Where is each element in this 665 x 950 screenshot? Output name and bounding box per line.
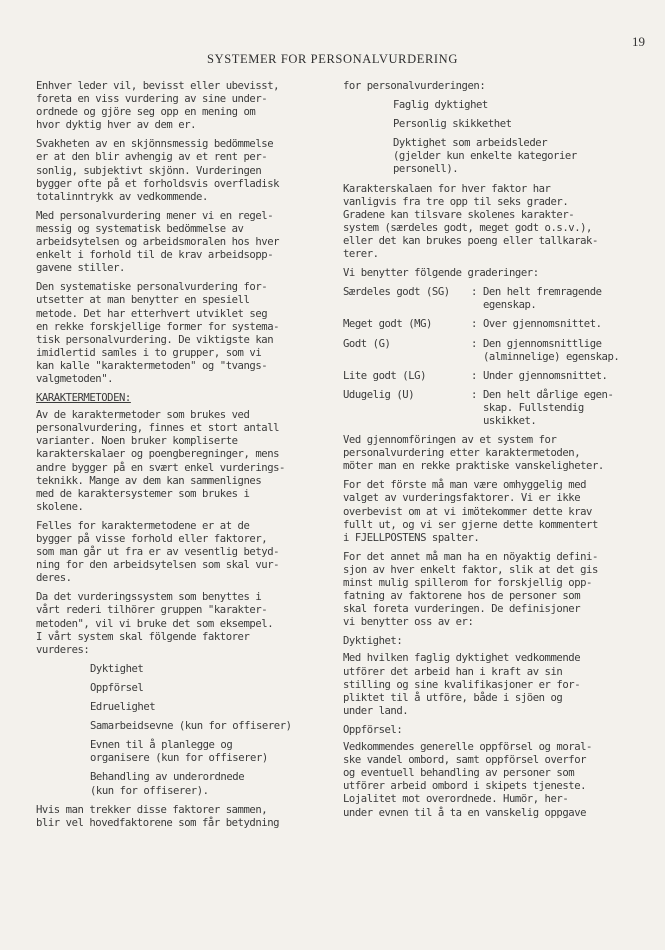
grade-description: Over gjennomsnittet. — [483, 318, 602, 331]
page-title: SYSTEMER FOR PERSONALVURDERING — [207, 52, 458, 66]
paragraph: Med hvilken faglig dyktighet vedkommende utförer det arbeid han i kraft av sin stilling og sine kvalifikasjoner er for- pliktet til å utföre, både i sjöen og under land. — [343, 652, 581, 717]
paragraph: For det förste må man være omhyggelig med valget av vurderingsfaktorer. Vi er ikke overbevist om at vi imötekommer dette krav fullt ut, og vi ser gjerne dette kommentert i FJELLPOSTENS spalter. — [343, 479, 598, 544]
main-factor-list — [343, 99, 643, 176]
main-factor-item: Dyktighet som arbeidsleder (gjelder kun enkelte kategorier personell). — [393, 137, 577, 176]
grade-separator: : — [471, 369, 477, 382]
paragraph: Karakterskalaen for hver faktor har vanligvis fra tre opp til seks grader. Gradene kan tilsvare skolenes karakter- system (særdeles godt, meget godt o.s.v.), eller det kan brukes poeng eller tallkarak- terer. — [343, 182, 598, 261]
grade-description: Den helt dårlige egen- skap. Fullstendig uskikket. — [483, 388, 614, 427]
factor-item: Behandling av underordnede (kun for offiserer). — [90, 771, 245, 797]
paragraph: for personalvurderingen: — [343, 80, 486, 92]
grade-row — [343, 318, 643, 331]
factor-item: Dyktighet — [90, 662, 144, 675]
subheading-oppforsel: Oppförsel: — [343, 723, 403, 736]
grade-description: Den helt fremragende egenskap. — [483, 286, 602, 312]
factor-item: Oppförsel — [90, 681, 144, 694]
left-column — [36, 80, 318, 836]
section-heading-karaktermetoden: KARAKTERMETODEN: — [36, 392, 131, 405]
grade-description: Den gjennomsnittlige (alminnelige) egenskap. — [483, 337, 620, 363]
paragraph: Av de karaktermetoder som brukes ved personalvurdering, finnes et stort antall varianter. Noen bruker kompliserte karakterskalaer og poengberegninger, mens andre bygger på en svært enkel vurderings- teknikk. Mange av dem kan sammenlignes med de karaktersystemer som brukes i skolene. — [36, 409, 285, 513]
grade-name: Lite godt (LG) — [343, 369, 426, 382]
main-factor-item: Personlig skikkethet — [393, 118, 512, 131]
main-factor-item: Faglig dyktighet — [393, 99, 488, 112]
paragraph: Med personalvurdering mener vi en regel- messig og systematisk bedömmelse av arbeidsytelsen og arbeidsmoralen hos hver enkelt i forhold til de krav arbeidsopp- gavene stiller. — [36, 209, 280, 275]
grade-row — [343, 370, 643, 383]
grade-name: Meget godt (MG) — [343, 318, 432, 331]
right-column — [343, 80, 643, 826]
page-number: 19 — [632, 34, 645, 49]
paragraph: Da det vurderingssystem som benyttes i vårt rederi tilhörer gruppen "karakter- metoden", vil vi bruke det som eksempel. I vårt system skal fölgende faktorer vurderes: — [36, 591, 274, 656]
paragraph: Enhver leder vil, bevisst eller ubevisst, foreta en viss vurdering av sine under- ordnede og gjöre seg opp en mening om hvor dyktig hver av dem er. — [36, 80, 280, 132]
factor-item: Evnen til å planlegge og organisere (kun for offiserer) — [90, 739, 268, 765]
paragraph: Ved gjennomföringen av et system for personalvurdering etter karaktermetoden, möter man en rekke praktiske vanskeligheter. — [343, 434, 604, 473]
grade-name: Udugelig (U) — [343, 388, 415, 401]
grade-description: Under gjennomsnittet. — [483, 369, 608, 382]
grade-row — [343, 389, 643, 428]
grade-row — [343, 338, 643, 364]
paragraph: Felles for karaktermetodene er at de bygger på visse forhold eller faktorer, som man går ut fra er av vesentlig betyd- ning for den arbeidsytelsen som skal vur- deres. — [36, 519, 280, 585]
paragraph: Svakheten av en skjönnsmessig bedömmelse er at den blir avhengig av et rent per- sonlig, subjektivt skjönn. Vurderingen bygger ofte på et forholdsvis overfladisk totalinntrykk av vedkommende. — [36, 138, 280, 203]
factor-item: Edruelighet — [90, 701, 156, 714]
grade-name: Godt (G) — [343, 337, 391, 350]
paragraph: For det annet må man ha en nöyaktig defini- sjon av hver enkelt faktor, slik at det gis minst mulig spillerom for forskjellig opp- fatning av faktorene hos de personer som skal foreta vurderingen. De definisjoner vi benytter oss av er: — [343, 550, 598, 629]
paragraph: Vi benytter fölgende graderinger: — [343, 267, 539, 280]
factor-item: Samarbeidsevne (kun for offiserer) — [90, 720, 292, 733]
grade-row — [343, 286, 643, 312]
paragraph: Den systematiske personalvurdering for- utsetter at man benytter en spesiell metode. Det har etterhvert utviklet seg en rekke forskjellige former for systema- tisk personalvurdering. De viktigste kan imidlertid samles i to grupper, som vi kan kalle "karaktermetoden" og "tvangs- valgmetoden". — [36, 281, 280, 385]
paragraph: Vedkommendes generelle oppförsel og moral- ske vandel ombord, samt oppförsel overfor og eventuell behandling av personer som utförer arbeid ombord i skipets tjeneste. Lojalitet mot overordnede. Humör, her- under evnen til å ta en vanskelig oppgave — [343, 741, 592, 819]
grade-name: Særdeles godt (SG) — [343, 286, 450, 299]
grade-separator: : — [471, 318, 477, 331]
factor-list — [36, 663, 318, 798]
grade-separator: : — [471, 286, 477, 299]
grade-separator: : — [471, 388, 477, 401]
paragraph: Hvis man trekker disse faktorer sammen, blir vel hovedfaktorene som får betydning — [36, 803, 280, 829]
grade-separator: : — [471, 337, 477, 350]
grade-list — [343, 286, 643, 428]
subheading-dyktighet: Dyktighet: — [343, 635, 403, 648]
